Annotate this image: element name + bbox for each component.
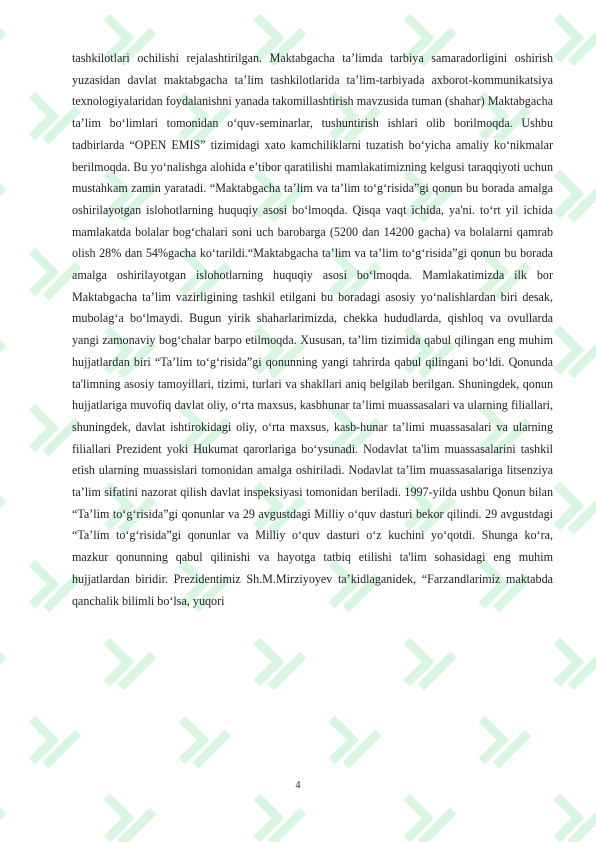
watermark-mark: [485, 722, 525, 762]
watermark-mark: [410, 800, 450, 840]
watermark-mark: [35, 410, 75, 450]
watermark-mark: [560, 332, 596, 372]
watermark-mark: [335, 722, 375, 762]
watermark-mark: [185, 722, 225, 762]
watermark-mark: [410, 644, 450, 684]
watermark-mark: [560, 644, 596, 684]
watermark-mark: [110, 800, 150, 840]
watermark-mark: [35, 722, 75, 762]
watermark-mark: [260, 644, 300, 684]
page-number: 4: [295, 780, 301, 791]
watermark-mark: [560, 488, 596, 528]
watermark-mark: [35, 566, 75, 606]
watermark-mark: [35, 254, 75, 294]
watermark-mark: [260, 800, 300, 840]
watermark-mark: [35, 98, 75, 138]
watermark-mark: [560, 20, 596, 60]
watermark-mark: [110, 644, 150, 684]
watermark-mark: [560, 176, 596, 216]
body-paragraph: tashkilotlari ochilishi rejalashtirilgan. Maktabgacha ta’limda tarbiya samaradorligini oshirish yuzasidan davlat maktabgacha ta’lim tashkilotlarida ta’lim-tarbiyada axborot-kommunikatsiya texnologiyalaridan foydalanishni yanada takomillashtirish mavzusida tuman (shahar) Maktabgacha ta’lim bo‘limlari tomonidan o‘quv-seminarlar, tushuntirish ishlari olib borilmoqda. Ushbu tadbirlarda “OPEN EMIS” tizimidagi xato kamchiliklarni tuzatish bo‘yicha amaliy ko‘nikmalar berilmoqda. Bu yo‘nalishga alohida e’tibor qaratilishi mamlakatimizning kelgusi taraqqiyoti uchun mustahkam zamin yaratadi. “Maktabgacha ta’lim va ta’lim to‘g‘risida”gi qonun bu borada amalga oshirilayotgan islohotlarning huquqiy asosi bo‘lmoqda. Qisqa vaqt ichida, ya'ni. to‘rt yil ichida mamlakatda bolalar bog‘chalari soni uch barobarga (5200 dan 14200 gacha) va bolalarni qamrab olish 28% dan 54%gacha ko‘tarildi.“Maktabgacha ta’lim va ta’lim to‘g‘risida”gi qonun bu borada amalga oshirilayotgan islohotlarning huquqiy asosi bo‘lmoqda. Mamlakatimizda ilk bor Maktabgacha ta’lim vazirligining tashkil etilgani bu boradagi asosiy yo‘nalishlardan biri desak, mubolag‘a bo‘lmaydi. Bugun yirik shaharlarimizda, chekka hududlarda, qishloq va ovullarda yangi zamonaviy bog‘chalar barpo etilmoqda. Xususan, ta’lim tizimida qabul qilingan eng muhim hujjatlardan biri “Ta’lim to‘g‘risida”gi qonunning yangi tahrirda qabul qilingani bo‘ldi. Qonunda ta'limning asosiy tamoyillari, tizimi, turlari va shakllari aniq belgilab berilgan. Shuningdek, qonun hujjatlariga muvofiq davlat oliy, o‘rta maxsus, kasbhunar ta’limi muassasalari va ularning filiallari, shuningdek, davlat ishtirokidagi oliy, o‘rta maxsus, kasb-hunar ta’limi muassasalari va ularning filiallari Prezident yoki Hukumat qarorlariga bo‘ysunadi. Nodavlat ta'lim muassasalarini tashkil etish ularning muassislari tomonidan amalga oshiriladi. Nodavlat ta’lim muassasalariga litsenziya ta’lim sifatini nazorat qilish davlat inspeksiyasi tomonidan beriladi. 1997-yilda ushbu Qonun bilan “Ta’lim to‘g‘risida”gi qonunlar va 29 avgustdagi Milliy o‘quv dasturi bekor qilindi. 29 avgustdagi “Ta’lim to‘g‘risida”gi qonunlar va Milliy o‘quv dasturi o‘z kuchini yo‘qotdi. Shunga ko‘ra, mazkur qonunning qabul qilinishi va hayotga tatbiq etilishi ta'lim sohasidagi eng muhim hujjatlardan biridir. Prezidentimiz Sh.M.Mirziyoyev ta’kidlaganidek, “Farzandlarimiz maktabda qanchalik bilimli bo‘lsa, yuqori: [72, 51, 553, 608]
watermark-mark: [560, 800, 596, 840]
